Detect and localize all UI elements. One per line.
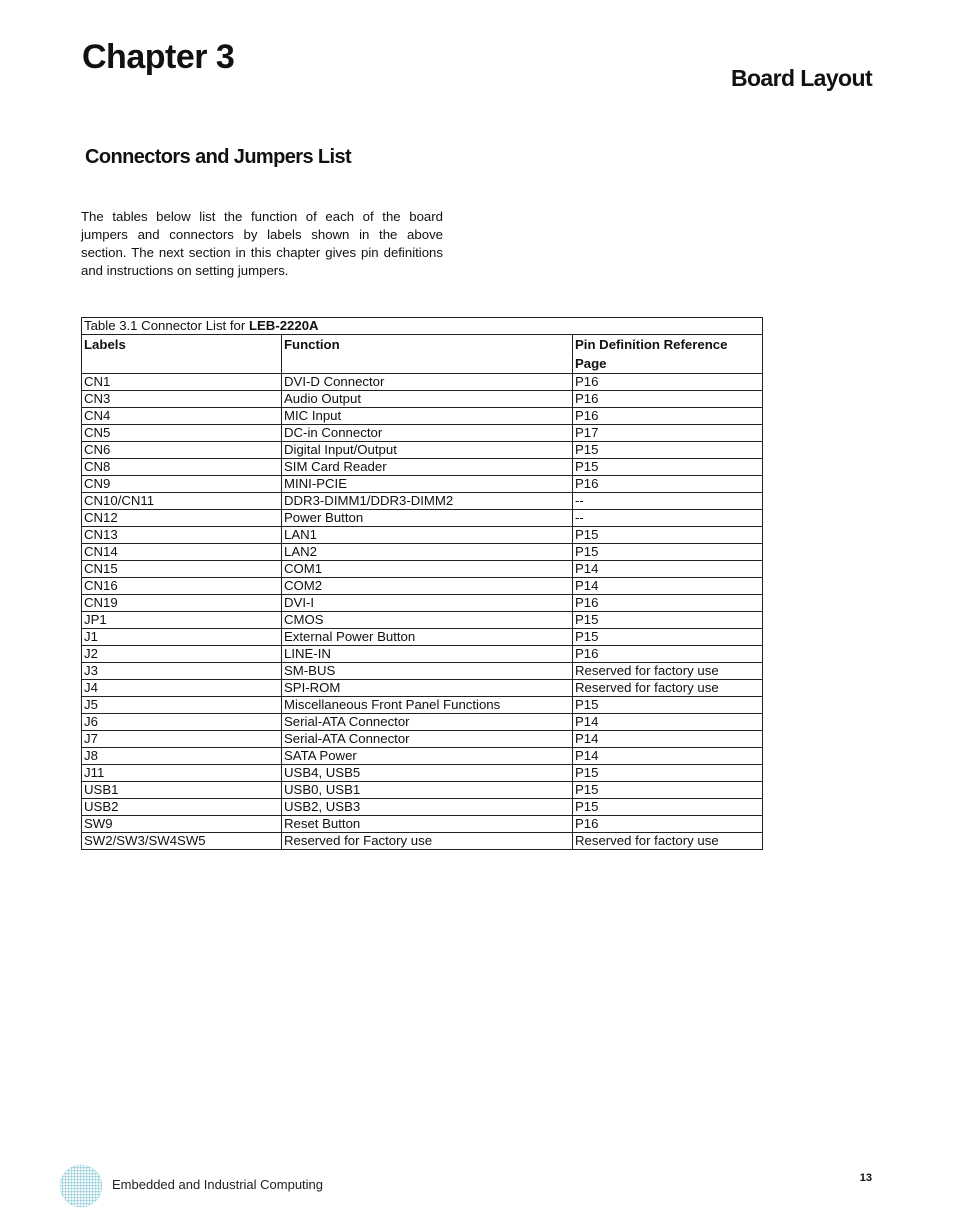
cell-pin-reference: P15 — [573, 527, 763, 544]
cell-label: USB2 — [82, 799, 282, 816]
table-row — [82, 595, 763, 612]
table-row — [82, 731, 763, 748]
connector-table — [81, 317, 763, 850]
table-row — [82, 748, 763, 765]
cell-function: COM2 — [282, 578, 573, 595]
cell-function: SATA Power — [282, 748, 573, 765]
cell-pin-reference: P15 — [573, 629, 763, 646]
cell-function: SIM Card Reader — [282, 459, 573, 476]
cell-pin-reference: P15 — [573, 782, 763, 799]
cell-label: J7 — [82, 731, 282, 748]
cell-function: DVI-D Connector — [282, 374, 573, 391]
cell-function: COM1 — [282, 561, 573, 578]
table-caption — [82, 318, 763, 335]
table-row — [82, 612, 763, 629]
table-caption-prefix: Table 3.1 Connector List for — [84, 318, 249, 333]
cell-pin-reference: P14 — [573, 714, 763, 731]
cell-pin-reference: P15 — [573, 544, 763, 561]
cell-pin-reference: P14 — [573, 578, 763, 595]
cell-label: J3 — [82, 663, 282, 680]
cell-function: DDR3-DIMM1/DDR3-DIMM2 — [282, 493, 573, 510]
page-title: Board Layout — [730, 65, 872, 91]
table-row — [82, 680, 763, 697]
table-row — [82, 374, 763, 391]
footer-company: Embedded and Industrial Computing — [112, 1177, 324, 1192]
cell-pin-reference: P15 — [573, 765, 763, 782]
cell-label: J5 — [82, 697, 282, 714]
cell-label: SW9 — [82, 816, 282, 833]
table-row — [82, 425, 763, 442]
table-row — [82, 799, 763, 816]
cell-function: Reset Button — [282, 816, 573, 833]
cell-pin-reference: P16 — [573, 374, 763, 391]
cell-pin-reference: P15 — [573, 459, 763, 476]
cell-function: External Power Button — [282, 629, 573, 646]
cell-function: LAN2 — [282, 544, 573, 561]
table-row — [82, 663, 763, 680]
cell-function: SM-BUS — [282, 663, 573, 680]
cell-function: DC-in Connector — [282, 425, 573, 442]
column-header-labels: Labels — [82, 335, 282, 374]
cell-function: MIC Input — [282, 408, 573, 425]
cell-pin-reference: P16 — [573, 391, 763, 408]
globe-logo-icon — [58, 1163, 104, 1209]
cell-pin-reference: P15 — [573, 799, 763, 816]
table-row — [82, 629, 763, 646]
cell-label: CN19 — [82, 595, 282, 612]
cell-label: CN8 — [82, 459, 282, 476]
cell-label: SW2/SW3/SW4SW5 — [82, 833, 282, 850]
cell-function: Reserved for Factory use — [282, 833, 573, 850]
table-header-row — [82, 335, 763, 374]
cell-function: Serial-ATA Connector — [282, 714, 573, 731]
cell-pin-reference: -- — [573, 510, 763, 527]
cell-label: CN9 — [82, 476, 282, 493]
cell-label: J8 — [82, 748, 282, 765]
cell-function: Miscellaneous Front Panel Functions — [282, 697, 573, 714]
table-caption-row — [82, 318, 763, 335]
table-row — [82, 697, 763, 714]
cell-pin-reference: P14 — [573, 561, 763, 578]
table-row — [82, 646, 763, 663]
cell-pin-reference: P15 — [573, 612, 763, 629]
cell-function: LAN1 — [282, 527, 573, 544]
cell-label: CN15 — [82, 561, 282, 578]
cell-function: MINI-PCIE — [282, 476, 573, 493]
cell-label: CN14 — [82, 544, 282, 561]
table-row — [82, 714, 763, 731]
table-row — [82, 765, 763, 782]
cell-pin-reference: Reserved for factory use — [573, 833, 763, 850]
table-row — [82, 782, 763, 799]
cell-function: CMOS — [282, 612, 573, 629]
cell-function: USB2, USB3 — [282, 799, 573, 816]
cell-label: CN1 — [82, 374, 282, 391]
page-number: 13 — [859, 1172, 872, 1184]
cell-label: J6 — [82, 714, 282, 731]
cell-function: LINE-IN — [282, 646, 573, 663]
chapter-heading: Chapter 3 — [82, 38, 235, 76]
table-row — [82, 493, 763, 510]
cell-label: JP1 — [82, 612, 282, 629]
cell-pin-reference: P16 — [573, 595, 763, 612]
cell-function: USB4, USB5 — [282, 765, 573, 782]
table-row — [82, 544, 763, 561]
cell-pin-reference: -- — [573, 493, 763, 510]
cell-pin-reference: P16 — [573, 646, 763, 663]
cell-label: J11 — [82, 765, 282, 782]
cell-label: CN12 — [82, 510, 282, 527]
column-header-function: Function — [282, 335, 573, 374]
table-row — [82, 561, 763, 578]
intro-paragraph: The tables below list the function of each of the board jumpers and connectors by labels shown in the above section. The next section in this chapter gives pin definitions and instructions on setting jumpers. — [81, 209, 443, 278]
table-row — [82, 408, 763, 425]
cell-label: CN5 — [82, 425, 282, 442]
table-row — [82, 459, 763, 476]
cell-label: CN16 — [82, 578, 282, 595]
cell-label: J2 — [82, 646, 282, 663]
cell-pin-reference: P17 — [573, 425, 763, 442]
table-row — [82, 510, 763, 527]
cell-function: Power Button — [282, 510, 573, 527]
cell-pin-reference: P15 — [573, 442, 763, 459]
table-row — [82, 442, 763, 459]
table-row — [82, 578, 763, 595]
cell-label: CN10/CN11 — [82, 493, 282, 510]
cell-pin-reference: P16 — [573, 476, 763, 493]
cell-pin-reference: P15 — [573, 697, 763, 714]
table-row — [82, 527, 763, 544]
table-row — [82, 816, 763, 833]
cell-function: SPI-ROM — [282, 680, 573, 697]
cell-label: J1 — [82, 629, 282, 646]
cell-pin-reference: P16 — [573, 816, 763, 833]
table-caption-model: LEB-2220A — [248, 318, 319, 333]
cell-label: USB1 — [82, 782, 282, 799]
cell-pin-reference: P16 — [573, 408, 763, 425]
section-title: Connectors and Jumpers List — [85, 146, 352, 168]
cell-function: Audio Output — [282, 391, 573, 408]
cell-pin-reference: P14 — [573, 731, 763, 748]
cell-label: J4 — [82, 680, 282, 697]
table-row — [82, 833, 763, 850]
cell-pin-reference: P14 — [573, 748, 763, 765]
table-row — [82, 391, 763, 408]
cell-function: Digital Input/Output — [282, 442, 573, 459]
table-row — [82, 476, 763, 493]
cell-function: USB0, USB1 — [282, 782, 573, 799]
cell-pin-reference: Reserved for factory use — [573, 663, 763, 680]
cell-label: CN3 — [82, 391, 282, 408]
cell-pin-reference: Reserved for factory use — [573, 680, 763, 697]
cell-label: CN13 — [82, 527, 282, 544]
column-header-pin-reference: Pin Definition Reference Page — [573, 335, 763, 374]
cell-label: CN6 — [82, 442, 282, 459]
cell-function: DVI-I — [282, 595, 573, 612]
cell-function: Serial-ATA Connector — [282, 731, 573, 748]
cell-label: CN4 — [82, 408, 282, 425]
